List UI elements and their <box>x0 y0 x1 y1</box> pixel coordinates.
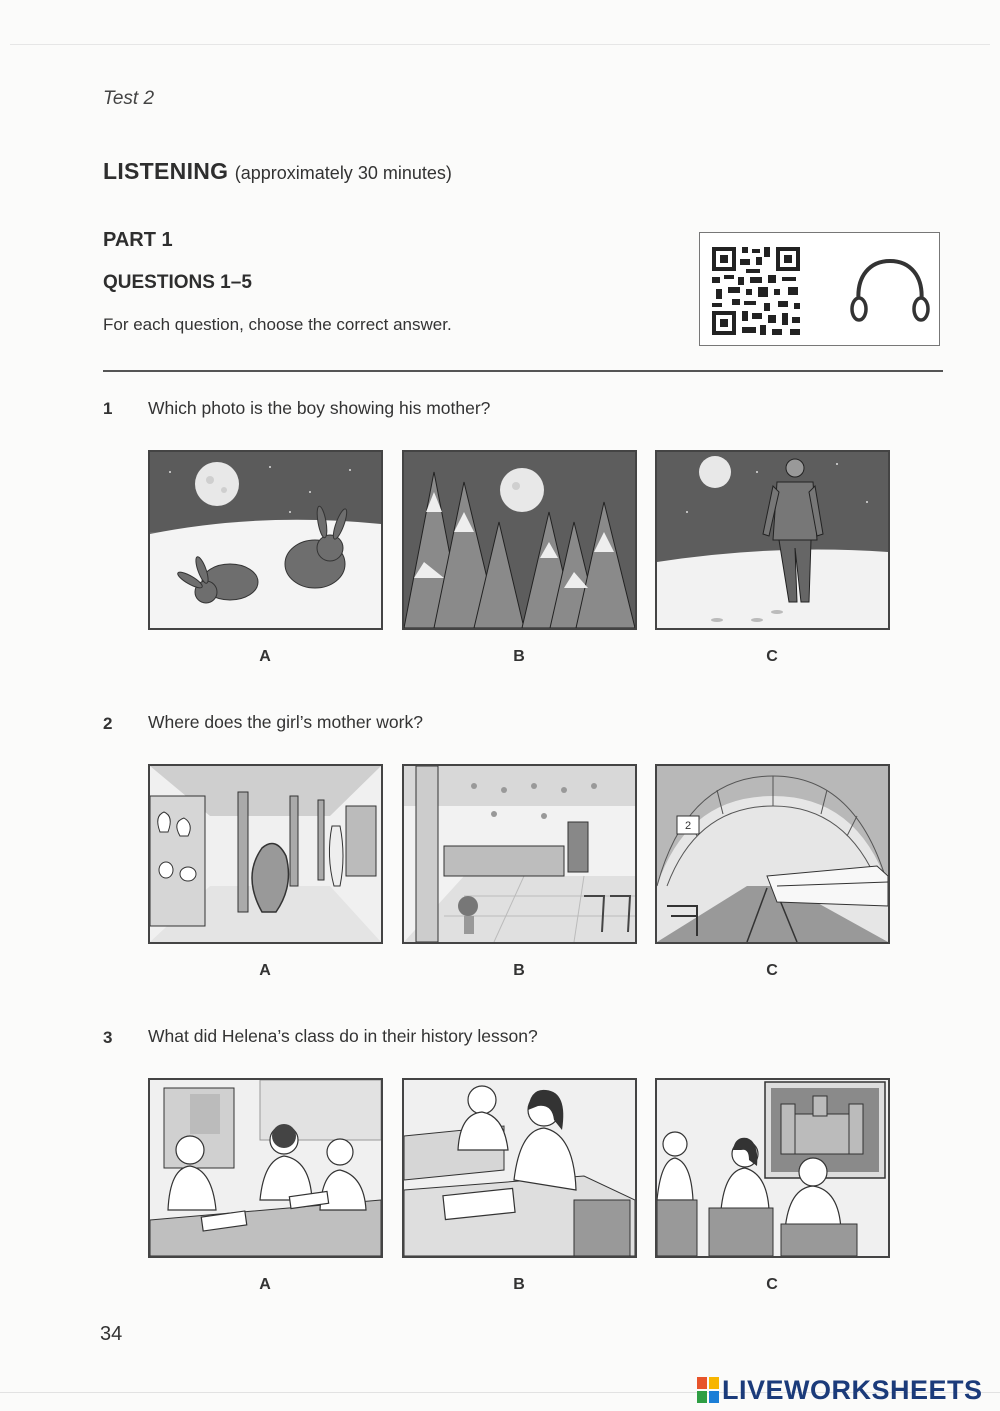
qr-code-icon[interactable] <box>710 245 802 337</box>
question-1-text: Which photo is the boy showing his mother? <box>148 398 491 418</box>
section-duration: (approximately 30 minutes) <box>234 163 452 183</box>
audio-panel[interactable] <box>699 232 940 346</box>
question-3-option-b-label: B <box>513 1276 525 1293</box>
question-1-option-c-image[interactable] <box>655 450 890 630</box>
question-3-text: What did Helena’s class do in their history lesson? <box>148 1026 538 1046</box>
page-number: 34 <box>100 1323 123 1345</box>
question-2-option-b-label: B <box>513 962 525 979</box>
section-heading: LISTENING <box>103 158 229 184</box>
question-3-option-b-image[interactable] <box>402 1078 637 1258</box>
svg-text:2: 2 <box>684 820 692 832</box>
question-2-option-a-label: A <box>259 962 271 979</box>
question-2-option-c-image[interactable] <box>655 764 890 944</box>
question-1-option-b-label: B <box>513 648 525 665</box>
instructions: For each question, choose the correct answer. <box>103 315 452 334</box>
section-divider <box>103 370 943 372</box>
question-2-number: 2 <box>103 714 113 733</box>
question-2-option-c-label: C <box>766 962 778 979</box>
liveworksheets-logo-icon <box>697 1377 719 1403</box>
question-3-option-a-image[interactable] <box>148 1078 383 1258</box>
brand-name: LIVEWORKSHEETS <box>722 1374 983 1405</box>
question-3-option-c-image[interactable] <box>655 1078 890 1258</box>
section-title <box>103 158 452 185</box>
question-1-number: 1 <box>103 399 113 418</box>
test-label: Test 2 <box>103 88 155 109</box>
question-2-text: Where does the girl’s mother work? <box>148 712 423 732</box>
question-2-option-a-image[interactable] <box>148 764 383 944</box>
question-1-option-a-label: A <box>259 648 271 665</box>
question-1-option-a-image[interactable] <box>148 450 383 630</box>
question-1-option-b-image[interactable] <box>402 450 637 630</box>
page-top-edge <box>10 44 990 45</box>
question-range: QUESTIONS 1–5 <box>103 272 252 293</box>
question-3-option-c-label: C <box>766 1276 778 1293</box>
liveworksheets-logo[interactable] <box>697 1374 983 1406</box>
part-title: PART 1 <box>103 229 173 251</box>
question-1-option-c-label: C <box>766 648 778 665</box>
question-2-option-b-image[interactable] <box>402 764 637 944</box>
question-3-number: 3 <box>103 1028 113 1047</box>
headphones-icon <box>847 257 933 327</box>
question-3-option-a-label: A <box>259 1276 271 1293</box>
